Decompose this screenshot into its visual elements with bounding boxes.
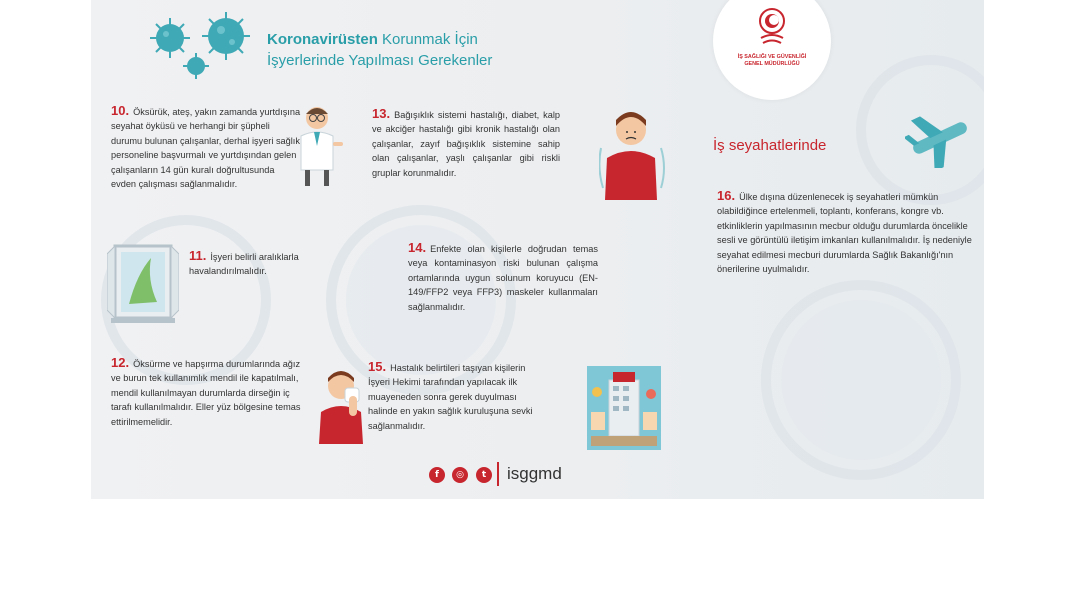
item-14: [408, 241, 598, 314]
item-15: [368, 360, 534, 433]
item-text: Hastalık belirtileri taşıyan kişilerin İşyeri Hekimi tarafından yapılacak ilk muayeneden sonra gerek duyulması halinde en yakın sağlık kuruluşuna sevki sağlanmalıdır.: [368, 363, 533, 431]
item-number: 16.: [717, 188, 736, 203]
item-10: [111, 104, 301, 191]
item-text: Öksürme ve hapşırma durumlarında ağız ve burun tek kullanımlık mendil ile kapatılmalı, mendil kullanılmayan durumlarda dirseğin iç tarafı kullanılmalıdır. Eller yüz bölgesine temas ettirilmemelidir.: [111, 359, 301, 427]
item-number: 13.: [372, 106, 391, 121]
item-11: [189, 249, 329, 279]
item-number: 14.: [408, 240, 427, 255]
item-number: 12.: [111, 355, 130, 370]
twitter-icon[interactable]: t: [476, 467, 492, 483]
item-12: [111, 356, 307, 429]
sick-person-icon: [599, 108, 669, 204]
item-text: İşyeri belirli aralıklarla havalandırılmalıdır.: [189, 252, 299, 277]
logo-line-2: GENEL MÜDÜRLÜĞÜ: [744, 61, 800, 67]
sneezing-person-icon: [315, 366, 371, 446]
logo-line-1: İŞ SAĞLIĞI VE GÜVENLİĞİ: [737, 54, 807, 60]
airplane-icon: [905, 108, 975, 168]
social-handle: isggmd: [507, 464, 562, 483]
item-number: 10.: [111, 103, 130, 118]
facebook-icon[interactable]: f: [429, 467, 445, 483]
travel-section-title: İş seyahatlerinde: [713, 137, 827, 154]
item-number: 15.: [368, 359, 387, 374]
page-title-line-2: İşyerlerinde Yapılması Gerekenler: [267, 52, 493, 69]
logo-text: [728, 54, 816, 68]
open-window-icon: [107, 244, 179, 324]
title-rest: Korunmak İçin: [377, 31, 478, 48]
instagram-icon[interactable]: ◎: [452, 467, 468, 483]
title-bold: Koronavirüsten: [267, 31, 378, 48]
coronavirus-icon: [146, 8, 256, 80]
ministry-logo-icon: [757, 6, 787, 50]
footer-divider: [497, 462, 499, 486]
item-text: Enfekte olan kişilerle doğrudan temas veya kontaminasyon riski bulunan çalışma ortamlarında uygun solunum koruyucu (EN-149/FFP2 veya FFP3) maskeler kullanmaları sağlanmalıdır.: [408, 244, 598, 312]
item-13: [372, 107, 560, 180]
item-text: Ülke dışına düzenlenecek iş seyahatleri mümkün olabildiğince ertelenmeli, toplantı, konferans, kongre vb. etkinliklerin yapılmasının mecbur olduğu durumlarda öncelikle sesli ve görüntülü iletişim imkanları kullanılmalıdır. İş nedeniyle seyahat edilmesi mecburi durumlarda Sağlık Bakanlığı'nın önerilerine uyulmalıdır.: [717, 192, 972, 275]
item-text: Öksürük, ateş, yakın zamanda yurtdışına seyahat öyküsü ve herhangi bir şüpheli durumu bulunan çalışanlar, derhal işyeri sağlık personeline başvurmalı ve yurtdışından gelen çalışanların 14 gün kuralı doğrultusunda evden çalışması sağlanmalıdır.: [111, 107, 301, 190]
item-number: 11.: [189, 248, 207, 263]
item-text: Bağışıklık sistemi hastalığı, diabet, kalp ve akciğer hastalığı gibi kronik hastalığı olan çalışanlar, zayıf bağışıklık sistemine sahip olan çalışanlar, yaşlı çalışanlar gibi riskli gruplar korunmalıdır.: [372, 110, 560, 178]
item-16: [717, 189, 982, 276]
infographic-poster: [91, 0, 984, 499]
doctor-icon: [297, 100, 347, 190]
hospital-icon: [587, 366, 661, 450]
page-title-line-1: [267, 31, 478, 48]
